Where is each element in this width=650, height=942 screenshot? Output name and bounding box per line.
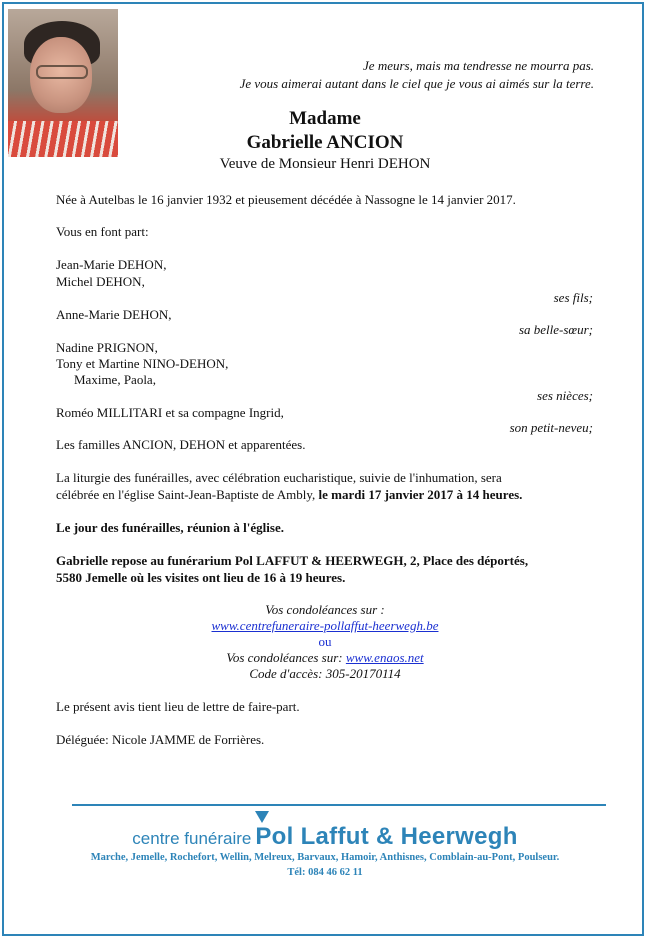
footer-divider [72, 804, 606, 806]
salutation: Madame [289, 108, 361, 129]
condolences-or: ou [318, 634, 332, 649]
widow-of: Veuve de Monsieur Henri DEHON [219, 156, 431, 172]
sister-in-law-role: sa belle-sœur; [518, 322, 593, 337]
families: Les familles ANCION, DEHON et apparentées. [56, 437, 306, 452]
nieces-role: ses nièces; [537, 388, 593, 403]
son-2: Michel DEHON, [56, 274, 145, 289]
triangle-logo-icon [255, 811, 269, 823]
niece-3: Maxime, Paola, [74, 372, 156, 387]
birth-death-line: Née à Autelbas le 16 janvier 1932 et pieusement décédée à Nassogne le 14 janvier 2017. [56, 192, 516, 207]
condolences-link-2[interactable]: www.enaos.net [345, 650, 424, 665]
grand-nephew: Roméo MILLITARI et sa compagne Ingrid, [56, 405, 284, 420]
notice: Le présent avis tient lieu de lettre de faire-part. [56, 699, 300, 714]
quote-line-2: Je vous aimerai autant dans le ciel que je vous ai aimés sur la terre. [239, 76, 594, 91]
sister-in-law: Anne-Marie DEHON, [56, 307, 172, 322]
liturgy-line-2 [56, 486, 522, 504]
grand-nephew-role: son petit-neveu; [509, 420, 593, 435]
liturgy-line-1: La liturgie des funérailles, avec célébration eucharistique, suivie de l'inhumation, sera [56, 470, 502, 485]
meeting-note: Le jour des funérailles, réunion à l'église. [56, 520, 284, 535]
liturgy-date: le mardi 17 janvier 2017 à 14 heures. [318, 487, 523, 502]
sons-role: ses fils; [553, 290, 593, 305]
brand-small-text: centre funéraire [132, 829, 252, 848]
access-code: Code d'accès: 305-20170114 [249, 666, 401, 681]
condolences-link-1[interactable]: www.centrefuneraire-pollaffut-heerwegh.be [211, 618, 439, 633]
quote [240, 57, 594, 93]
deceased-name: Gabrielle ANCION [246, 132, 404, 153]
rest-line-2: 5580 Jemelle où les visites ont lieu de 16 à 19 heures. [56, 570, 346, 585]
liturgy-place: célébrée en l'église Saint-Jean-Baptiste de Ambly, [56, 487, 319, 502]
funeral-home-brand [0, 823, 650, 851]
son-1: Jean-Marie DEHON, [56, 257, 167, 272]
niece-2: Tony et Martine NINO-DEHON, [56, 356, 229, 371]
delegate: Déléguée: Nicole JAMME de Forrières. [56, 732, 265, 747]
quote-line-1: Je meurs, mais ma tendresse ne mourra pas. [363, 58, 594, 73]
condolences-label-1: Vos condoléances sur : [265, 602, 385, 617]
rest-line-1: Gabrielle repose au funérarium Pol LAFFUT & HEERWEGH, 2, Place des déportés, [56, 553, 529, 568]
footer-towns: Marche, Jemelle, Rochefort, Wellin, Melreux, Barvaux, Hamoir, Anthisnes, Comblain-au-Pont, Poulseur. [90, 852, 560, 863]
condolences-label-2: Vos condoléances sur: [226, 650, 346, 665]
announcement-intro: Vous en font part: [56, 224, 149, 239]
footer-phone: Tél: 084 46 62 11 [287, 867, 363, 878]
niece-1: Nadine PRIGNON, [56, 340, 158, 355]
brand-big-text: Pol Laffut & Heerwegh [255, 823, 518, 850]
